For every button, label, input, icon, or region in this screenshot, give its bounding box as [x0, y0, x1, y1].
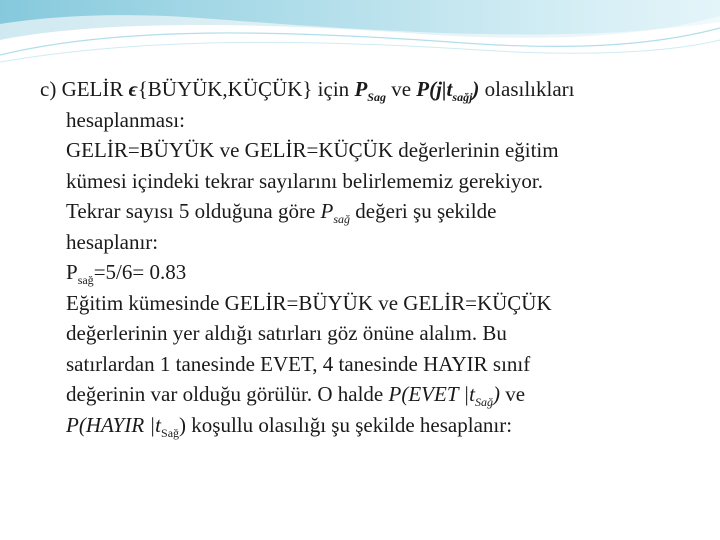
- text-line: değerlerinin yer aldığı satırları göz önüne alalım. Bu: [66, 321, 507, 345]
- slide-body: [40, 74, 690, 440]
- text-line: kümesi içindeki tekrar sayılarını belirlememiz gerekiyor.: [66, 168, 544, 193]
- text-line: GELİR=BÜYÜK ve GELİR=KÜÇÜK değerlerinin eğitim: [66, 138, 559, 162]
- text-line: satırlardan 1 tanesinde EVET, 4 tanesinde HAYIR sınıf: [66, 351, 531, 376]
- text-line: Eğitim kümesinde GELİR=BÜYÜK ve GELİR=KÜÇÜK: [66, 290, 552, 315]
- heading-line: c) GELİR ϵ{BÜYÜK,KÜÇÜK} için $P_{Sag}$ ve $P(j|t_{sağj})$ olasılıkları: [40, 77, 575, 104]
- text-line: değerinin var olduğu görülür. O halde P(EVET $|t_{Sağ}$) ve: [66, 382, 526, 409]
- text-line: P(HAYIR $|t_{Sağ}$) koşullu olasılığı şu şekilde hesaplanır:: [66, 412, 513, 440]
- formula-line: $P_{sağ}=5/6= 0.83$: [66, 260, 187, 287]
- text-line: hesaplanır:: [66, 229, 159, 254]
- text-line: hesaplanması:: [66, 107, 185, 132]
- text-line: Tekrar sayısı 5 olduğuna göre $P_{sağ}$ değeri şu şekilde: [66, 199, 497, 226]
